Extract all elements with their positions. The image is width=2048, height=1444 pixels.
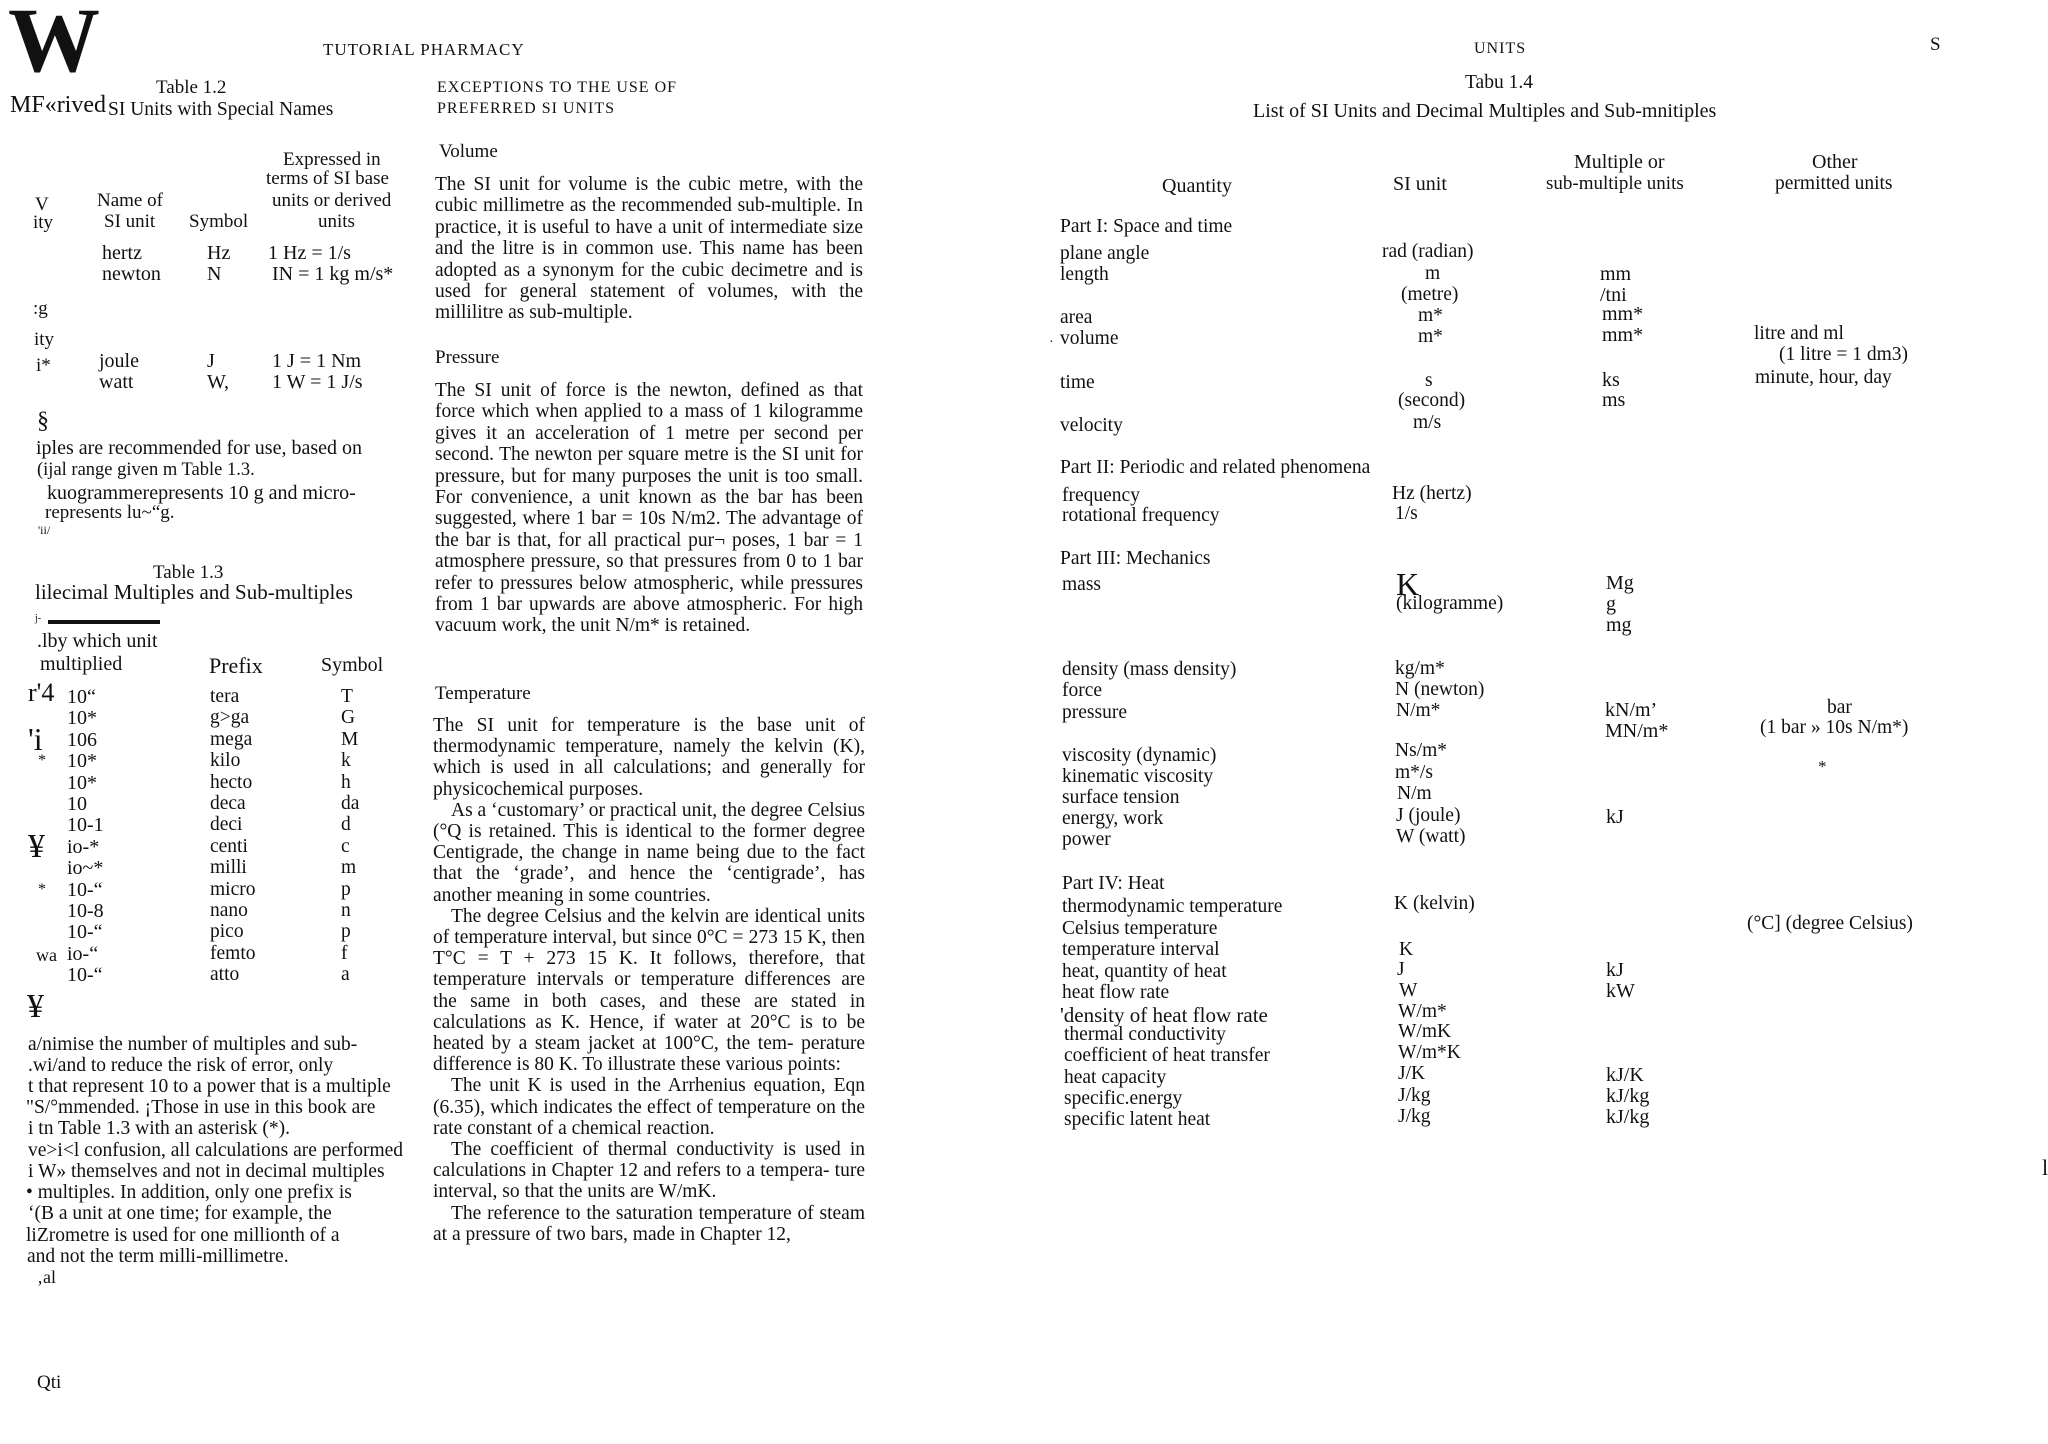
t14-quantity: area <box>1060 307 1093 328</box>
t13-mark: r'4 <box>28 678 55 707</box>
t14-multiple: /tni <box>1600 284 1627 306</box>
t13-factor: 10-“ <box>67 964 103 987</box>
t14-multiple: kJ/kg <box>1606 1085 1650 1107</box>
t14-quantity: pressure <box>1062 702 1127 723</box>
t13-prefix: tera <box>210 686 240 707</box>
t14-si-unit: (kilogramme) <box>1396 593 1504 614</box>
t14-si-unit: W/m* <box>1398 1001 1447 1022</box>
bottom-text-line: • multiples. In addition, only one prefix is <box>26 1182 352 1203</box>
t13-symbol: T <box>341 686 353 707</box>
t14-si-unit: N/m <box>1397 783 1432 804</box>
t14-other-unit: minute, hour, day <box>1755 367 1892 388</box>
temperature-para-2: As a ‘customary’ or practical unit, the degree Celsius (°Q is retained. This is identical to the former degree Centigrade, the change in name being due to the fact that the ‘grade’, and hence the ‘centigrade’, has another meaning in some countries. <box>433 799 865 906</box>
t14-si-unit: (second) <box>1398 390 1466 411</box>
t14-si-unit: W/mK <box>1398 1021 1452 1042</box>
t14-si-unit: J/kg <box>1398 1085 1431 1106</box>
t14-multiple: ms <box>1602 389 1626 411</box>
t13-factor: 10* <box>67 750 97 773</box>
note-line-5: 'ii/ <box>38 523 51 537</box>
t13-symbol: m <box>341 857 357 879</box>
t14-quantity: thermodynamic temperature <box>1062 896 1283 917</box>
t12-header-expressed-3: units or derived <box>272 190 392 211</box>
t14-multiple: kW <box>1606 980 1635 1002</box>
t13-symbol: f <box>341 942 348 964</box>
t13-prefix: nano <box>210 900 248 921</box>
t13-symbol: h <box>341 771 351 793</box>
t14-quantity: surface tension <box>1062 787 1180 808</box>
pressure-text: The SI unit of force is the newton, defined as that force which when applied to a mass of 1 kilogramme gives it an acceleration of 1 metre per second per second. The newton per square metre is the SI unit for pressure, but for many purposes the unit is too small. For convenience, a unit known as the bar has been suggested, where 1 bar = 10s N/m2. The advantage of the bar is that, for all practical pur¬ poses, 1 bar = 1 atmosphere pressure, so that pressures from 0 to 1 bar refer to pressures below atmospheric, while pressures from 1 bar upwards are above atmospheric. For high vacuum work, the unit N/m* is retained. <box>435 380 863 637</box>
t13-header-small: j- <box>35 613 42 624</box>
running-head-right: UNITS <box>1474 40 1527 57</box>
t12-header-name-2: SI unit <box>104 211 156 232</box>
t14-header-other-2: permitted units <box>1775 173 1893 194</box>
volume-paragraph <box>435 174 863 324</box>
t13-prefix: pico <box>210 921 244 943</box>
t13-factor: 10-8 <box>67 900 104 922</box>
table-1-3-title: lilecimal Multiples and Sub-multiples <box>35 580 353 604</box>
t14-si-unit: K <box>1396 566 1420 602</box>
t13-prefix: micro <box>210 878 256 900</box>
t14-quantity: plane angle <box>1060 243 1150 264</box>
t12-symbol: N <box>207 263 222 285</box>
t13-symbol: p <box>341 878 351 900</box>
t14-part-4: Part IV: Heat <box>1062 873 1165 894</box>
t14-si-unit: J (joule) <box>1396 805 1461 826</box>
t14-multiple: kN/m’ <box>1605 699 1658 721</box>
bottom-text-line: .wi/and to reduce the risk of error, only <box>28 1055 334 1076</box>
t13-prefix: deci <box>210 814 243 836</box>
t13-yen-mark: ¥ <box>27 988 44 1025</box>
t14-si-unit: s <box>1425 370 1433 391</box>
t13-prefix: femto <box>210 942 256 964</box>
exceptions-heading-2: PREFERRED SI UNITS <box>437 100 616 117</box>
t14-si-unit: N (newton) <box>1395 679 1485 700</box>
t12-fragment-g: :g <box>33 298 48 319</box>
t13-factor: io-“ <box>67 942 99 965</box>
t14-multiple: kJ/kg <box>1606 1106 1650 1128</box>
t12-name: watt <box>99 371 134 393</box>
t14-quantity: energy, work <box>1062 808 1164 829</box>
t14-multiple: kJ <box>1606 806 1624 828</box>
t12-fragment-i: i* <box>36 355 51 376</box>
t13-prefix: centi <box>210 835 248 857</box>
t14-header-multiple-1: Multiple or <box>1574 151 1665 173</box>
t12-symbol: W, <box>207 371 230 393</box>
t13-symbol: G <box>341 707 356 729</box>
t13-symbol: k <box>341 750 351 772</box>
t14-si-unit: Hz (hertz) <box>1392 483 1472 504</box>
t13-mark: * <box>38 752 46 770</box>
t14-si-unit: J/kg <box>1398 1106 1431 1127</box>
t14-quantity: kinematic viscosity <box>1062 766 1214 787</box>
bottom-text-line: i W» themselves and not in decimal multiples <box>28 1161 385 1182</box>
t14-si-unit: W/m*K <box>1398 1042 1461 1063</box>
t13-prefix: kilo <box>210 750 241 772</box>
t12-header-name-1: Name of <box>97 190 163 211</box>
t14-quantity: heat capacity <box>1064 1067 1167 1088</box>
t14-quantity: volume <box>1060 328 1119 349</box>
temperature-para-3: The degree Celsius and the kelvin are identical units of temperature interval, but since 0°C = 273 15 K, then T°C = T + 273 15 K. It follows, therefore, that temperature intervals or temperature differences are the same in both cases, and these are stated in calculations as K. Hence, if water at 20°C is to be heated by a steam jacket at 100°C, the tem- perature difference is 80 K. To illustrate these various points: <box>433 905 865 1076</box>
t13-header-symbol: Symbol <box>321 654 384 676</box>
t13-prefix: deca <box>210 793 246 814</box>
t12-fragment-section: § <box>37 408 49 434</box>
t13-header-prefix: Prefix <box>209 653 263 678</box>
t14-si-unit: m*/s <box>1395 762 1433 783</box>
t14-multiple: mm <box>1600 263 1632 285</box>
t13-symbol: p <box>341 921 351 943</box>
t14-quantity: Celsius temperature <box>1062 918 1218 939</box>
t12-fragment-ity: ity <box>34 329 55 350</box>
t14-part-3: Part III: Mechanics <box>1060 548 1211 569</box>
drop-cap: W <box>8 0 100 91</box>
t14-si-unit: W (watt) <box>1396 826 1466 847</box>
t13-factor: 10 <box>67 793 87 815</box>
t13-factor: 10-1 <box>67 814 104 837</box>
t14-other-unit: litre and ml <box>1754 323 1844 344</box>
t14-quantity: heat flow rate <box>1062 982 1170 1003</box>
t14-quantity: time <box>1060 372 1095 393</box>
t12-expr: 1 Hz = 1/s <box>268 242 351 264</box>
t13-mark: 'i <box>28 720 43 757</box>
t12-header-left-2: ity <box>33 212 54 233</box>
t14-part-2: Part II: Periodic and related phenomena <box>1060 457 1371 478</box>
t14-other-unit: (1 litre = 1 dm3) <box>1779 344 1909 365</box>
t14-other-unit: (°C] (degree Celsius) <box>1747 913 1913 934</box>
t14-part-1: Part I: Space and time <box>1060 216 1233 237</box>
temperature-heading: Temperature <box>435 683 531 704</box>
bottom-text-line: ‚al <box>37 1267 56 1287</box>
bottom-text-line: and not the term milli-millimetre. <box>27 1246 289 1267</box>
t12-header-left-1: V <box>35 194 49 215</box>
t14-si-unit: J/K <box>1398 1063 1426 1084</box>
t14-si-unit: (metre) <box>1401 284 1459 305</box>
t14-multiple: ks <box>1602 369 1620 391</box>
t14-si-unit: 1/s <box>1395 503 1418 524</box>
t14-multiple: mm* <box>1602 303 1644 325</box>
volume-heading: Volume <box>439 141 498 162</box>
t12-symbol: Hz <box>207 242 231 264</box>
t13-mark: * <box>38 880 46 898</box>
t13-symbol: da <box>341 793 360 814</box>
pressure-heading: Pressure <box>435 347 500 368</box>
t14-multiple: Mg <box>1606 572 1634 594</box>
t14-quantity: specific latent heat <box>1064 1109 1211 1130</box>
t14-si-unit: K (kelvin) <box>1394 893 1475 914</box>
t14-multiple: mm* <box>1602 324 1644 346</box>
t12-expr: 1 W = 1 J/s <box>272 371 363 393</box>
t13-mark: wa <box>36 944 57 965</box>
t14-quantity: power <box>1062 829 1111 850</box>
note-line-1: iples are recommended for use, based on <box>36 437 362 459</box>
t14-other-unit: * <box>1818 757 1827 776</box>
page-corner-mark: S <box>1930 34 1941 55</box>
t13-factor: 10* <box>67 707 97 730</box>
bottom-text-line: ve>i<l confusion, all calculations are performed <box>28 1140 404 1161</box>
temperature-para-5: The coefficient of thermal conductivity is used in calculations in Chapter 12 and refers to a tempera- ture interval, so that the units are W/mK. <box>433 1139 865 1203</box>
t14-si-unit: m* <box>1418 305 1443 326</box>
t14-si-unit: m* <box>1418 326 1443 347</box>
t12-header-symbol: Symbol <box>189 211 249 232</box>
t13-factor: 10* <box>67 771 97 794</box>
volume-text: The SI unit for volume is the cubic metre, with the cubic millimetre as the recommended sub-multiple. In practice, it is useful to have a unit of intermediate size and the litre is in common use. This name has been adopted as a synonym for the cubic decimetre and is used for general statement of volumes, with the millilitre as sub-multiple. <box>435 174 863 324</box>
pressure-paragraph <box>435 380 863 637</box>
t13-prefix: milli <box>210 857 247 879</box>
t14-quantity: mass <box>1062 574 1101 595</box>
t14-si-unit: kg/m* <box>1395 658 1445 679</box>
bottom-text-line: "S/°mmended. ¡Those in use in this book are <box>26 1097 376 1118</box>
t14-multiple: g <box>1606 593 1616 615</box>
t12-header-expressed-1: Expressed in <box>283 149 381 170</box>
t14-quantity: velocity <box>1060 415 1123 436</box>
t12-name: newton <box>102 263 161 285</box>
t13-factor: 10“ <box>67 686 96 708</box>
t14-si-unit: m/s <box>1413 412 1442 433</box>
t14-si-unit: m <box>1425 263 1441 284</box>
temperature-paragraphs <box>433 715 865 1245</box>
t14-header-multiple-2: sub-multiple units <box>1546 173 1684 194</box>
t14-quantity: thermal conductivity <box>1064 1024 1226 1045</box>
t14-quantity: frequency <box>1062 485 1140 506</box>
bottom-text-line: liZrometre is used for one millionth of a <box>26 1225 340 1246</box>
t14-si-unit: N/m* <box>1396 700 1441 721</box>
t14-multiple: kJ <box>1606 959 1624 981</box>
t14-header-other-1: Other <box>1812 151 1858 173</box>
t14-quantity: density (mass density) <box>1062 659 1237 680</box>
t13-factor: 106 <box>67 728 97 751</box>
t13-symbol: n <box>341 900 351 921</box>
t14-si-unit: J <box>1397 959 1405 980</box>
t14-quantity: rotational frequency <box>1062 505 1220 526</box>
t13-symbol: a <box>341 964 350 986</box>
t13-header-by-1: .lby which unit <box>37 630 158 652</box>
t12-expr: IN = 1 kg m/s* <box>272 263 394 285</box>
t14-header-si: SI unit <box>1393 173 1447 195</box>
table-1-4-title: List of SI Units and Decimal Multiples and Sub-mnitiples <box>1253 100 1717 122</box>
t14-quantity: coefficient of heat transfer <box>1064 1045 1270 1066</box>
t14-si-unit: W <box>1399 980 1418 1001</box>
bottom-text-line: ‘(B a unit at one time; for example, the <box>28 1203 332 1224</box>
t13-factor: 10-“ <box>67 878 103 901</box>
t14-quantity: specific.energy <box>1064 1088 1183 1109</box>
t14-volume-dot: · <box>1049 335 1054 350</box>
t13-factor: io~* <box>67 857 104 880</box>
temperature-para-6: The reference to the saturation temperature of steam at a pressure of two bars, made in Chapter 12, <box>433 1202 865 1245</box>
table-1-3-number: Table 1.3 <box>153 562 224 583</box>
t12-header-expressed-2: terms of SI base <box>266 168 389 189</box>
table-1-2-title: SI Units with Special Names <box>108 99 334 120</box>
t13-symbol: d <box>341 814 351 836</box>
t14-quantity: temperature interval <box>1062 939 1220 960</box>
bottom-text-line: i tn Table 1.3 with an asterisk (*). <box>28 1118 291 1139</box>
exceptions-heading-1: EXCEPTIONS TO THE USE OF <box>437 79 678 96</box>
temperature-para-4: The unit K is used in the Arrhenius equation, Eqn (6.35), which indicates the effect of temperature on the rate constant of a chemical reaction. <box>433 1075 865 1139</box>
t14-other-unit: bar <box>1827 697 1852 718</box>
t13-prefix: mega <box>210 728 253 750</box>
t14-quantity: force <box>1062 680 1103 701</box>
t13-prefix: atto <box>210 964 240 986</box>
t12-symbol: J <box>207 350 215 372</box>
t14-quantity: heat, quantity of heat <box>1062 961 1227 982</box>
t13-header-rule <box>48 620 160 624</box>
t14-quantity: length <box>1060 264 1109 285</box>
t12-expr: 1 J = 1 Nm <box>272 350 362 372</box>
edge-mark: l <box>2042 1155 2048 1180</box>
t14-multiple: MN/m* <box>1605 720 1669 742</box>
temperature-para-1: The SI unit for temperature is the base unit of thermodynamic temperature, namely the kelvin (K), which is used in all calculations; and generally for physicochemical purposes. <box>433 715 865 800</box>
bottom-text-line: t that represent 10 to a power that is a multiple <box>28 1076 391 1097</box>
t14-other-unit: (1 bar » 10s N/m*) <box>1760 717 1909 738</box>
t14-quantity: viscosity (dynamic) <box>1062 745 1217 766</box>
bottom-text-line: a/nimise the number of multiples and sub- <box>28 1034 358 1055</box>
t13-factor: io-* <box>67 835 100 858</box>
t14-si-unit: Ns/m* <box>1395 740 1448 761</box>
table-1-4-number: Tabu 1.4 <box>1465 72 1533 93</box>
table-1-2-title-prefix: MF«rived <box>10 92 106 118</box>
t13-prefix: g>ga <box>210 707 250 729</box>
table-1-2-number: Table 1.2 <box>156 77 227 98</box>
t13-symbol: c <box>341 835 350 857</box>
t12-name: joule <box>99 350 139 372</box>
running-head-left: TUTORIAL PHARMACY <box>323 40 525 59</box>
t14-header-quantity: Quantity <box>1162 175 1232 197</box>
note-line-2: (ijal range given m Table 1.3. <box>37 460 255 480</box>
t13-factor: 10-“ <box>67 921 103 944</box>
t14-multiple: kJ/K <box>1606 1064 1644 1086</box>
t14-quantity: 'density of heat flow rate <box>1060 1003 1268 1027</box>
t14-multiple: mg <box>1606 614 1632 636</box>
t12-header-expressed-4: units <box>318 211 355 232</box>
t12-name: hertz <box>102 242 142 264</box>
t14-si-unit: rad (radian) <box>1382 241 1474 262</box>
left-footer: Qti <box>37 1372 62 1393</box>
t13-header-by-2: multiplied <box>40 653 123 675</box>
t13-prefix: hecto <box>210 771 253 793</box>
note-line-3: kuogrammerepresents 10 g and micro- <box>47 482 356 504</box>
note-line-4: represents lu~“g. <box>45 502 175 523</box>
t14-si-unit: K <box>1399 939 1414 960</box>
t13-mark: ¥ <box>28 827 45 865</box>
t13-symbol: M <box>341 728 359 750</box>
